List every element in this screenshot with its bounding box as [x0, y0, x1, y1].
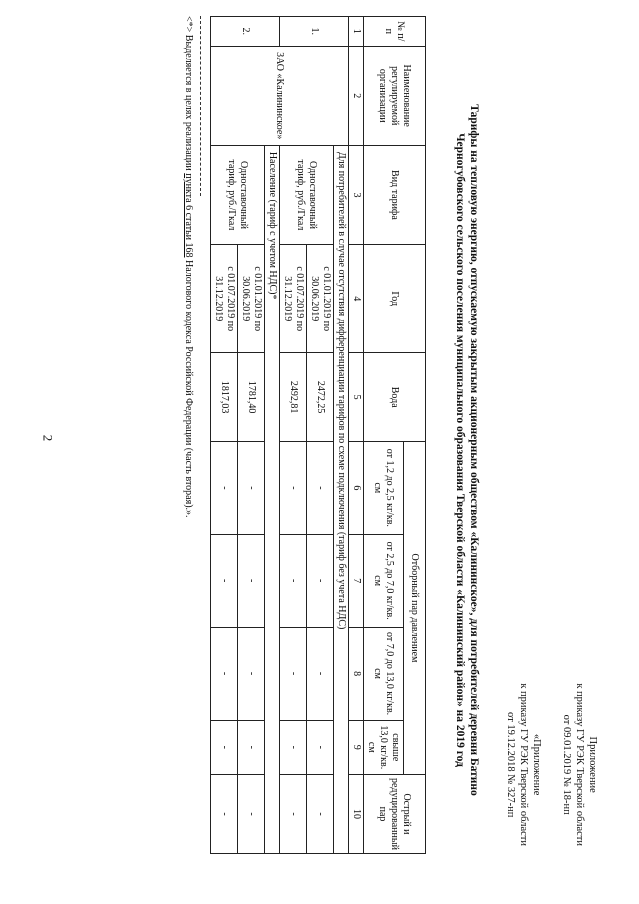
- tariff-type: Одноставочный тариф, руб./Гкал: [280, 145, 334, 244]
- steam-value: -: [238, 441, 265, 534]
- col-number: 10: [349, 775, 364, 854]
- steam-value: -: [280, 534, 307, 627]
- header-selected-steam: Отборный пар давлением: [404, 441, 426, 774]
- steam-value: -: [307, 720, 334, 774]
- appendix-order-date: от 19.12.2018 № 327-нп: [505, 712, 516, 818]
- page-number: 2: [40, 434, 56, 442]
- header-pressure-2: от 2,5 до 7,0 кг/кв. см: [364, 534, 404, 627]
- appendix-label: «Приложение: [531, 733, 542, 796]
- footnote: [183, 16, 194, 518]
- water-value: 2492,81: [280, 353, 307, 442]
- row-num: 1.: [280, 17, 349, 47]
- appendix-order-ref: к приказу ГУ РЭК Тверской области: [518, 683, 529, 846]
- section-heading: Для потребителей в случае отсутствия дифференциации тарифов по схеме подключения (тариф без учета НДС): [334, 145, 349, 853]
- appendix-header-original: [504, 683, 543, 846]
- col-number: 7: [349, 534, 364, 627]
- sharp-steam-value: -: [238, 775, 265, 854]
- header-pressure-3: от 7,0 до 13,0 кг/кв. см: [364, 627, 404, 720]
- org-name: ЗАО «Калининское»: [211, 46, 349, 145]
- appendix-header-current: [560, 683, 599, 846]
- steam-value: -: [238, 627, 265, 720]
- steam-value: -: [307, 627, 334, 720]
- sharp-steam-value: -: [307, 775, 334, 854]
- steam-value: -: [211, 720, 238, 774]
- header-year: Год: [364, 245, 426, 353]
- tariff-type: Одноставочный тариф, руб./Гкал: [211, 145, 265, 244]
- steam-value: -: [280, 720, 307, 774]
- col-number: 3: [349, 145, 364, 244]
- period: с 01.01.2019 по 30.06.2019: [238, 245, 265, 353]
- header-num: № п/ п: [364, 17, 426, 47]
- footnote-suffix: Налогового кодекса Российской Федерации (часть вторая).».: [183, 257, 194, 518]
- steam-value: -: [211, 441, 238, 534]
- steam-value: -: [211, 534, 238, 627]
- period: с 01.01.2019 по 30.06.2019: [307, 245, 334, 353]
- steam-value: -: [280, 627, 307, 720]
- footnote-law-link[interactable]: пункта 6 статьи 168: [183, 173, 194, 258]
- steam-value: -: [238, 720, 265, 774]
- steam-value: -: [211, 627, 238, 720]
- sharp-steam-value: -: [280, 775, 307, 854]
- water-value: 1781,40: [238, 353, 265, 442]
- col-number: 4: [349, 245, 364, 353]
- steam-value: -: [238, 534, 265, 627]
- header-org: Наименование регулируемой организации: [364, 46, 426, 145]
- document-title: [453, 70, 481, 830]
- appendix-order-ref: к приказу ГУ РЭК Тверской области: [574, 683, 585, 846]
- row-num: 2.: [211, 17, 280, 47]
- water-value: 1817,03: [211, 353, 238, 442]
- col-number: 9: [349, 720, 364, 774]
- col-number: 2: [349, 46, 364, 145]
- appendix-label: Приложение: [587, 736, 598, 793]
- header-pressure-4: свыше 13,0 кг/кв. см: [364, 720, 404, 774]
- tariff-table: [210, 16, 426, 854]
- col-number: 6: [349, 441, 364, 534]
- water-value: 2472,25: [307, 353, 334, 442]
- title-line-1: Тарифы на тепловую энергию, отпускаемую закрытым акционерным обществом «Калининское», для потребителей деревни Батино: [468, 104, 480, 796]
- sharp-steam-value: -: [211, 775, 238, 854]
- col-number: 1: [349, 17, 364, 47]
- header-pressure-1: от 1,2 до 2,5 кг/кв. см: [364, 441, 404, 534]
- steam-value: -: [307, 534, 334, 627]
- period: с 01.07.2019 по 31.12.2019: [280, 245, 307, 353]
- steam-value: -: [280, 441, 307, 534]
- footnote-divider: [200, 16, 201, 196]
- period: с 01.07.2019 по 31.12.2019: [211, 245, 238, 353]
- appendix-order-date: от 09.01.2019 № 18-нп: [561, 714, 572, 815]
- header-sharp-steam: Острый и редуцированный пар: [364, 775, 426, 854]
- header-tariff-type: Вид тарифа: [364, 145, 426, 244]
- col-number: 8: [349, 627, 364, 720]
- title-line-2: Черногубовского сельского поселения муниципального образования Тверской области «Калининский район» на 2019 год: [454, 133, 466, 767]
- section-heading: Население (тариф с учетом НДС)*: [265, 145, 280, 853]
- header-water: Вода: [364, 353, 426, 442]
- steam-value: -: [307, 441, 334, 534]
- col-number: 5: [349, 353, 364, 442]
- footnote-prefix: <*> Выделяется в целях реализации: [183, 16, 194, 174]
